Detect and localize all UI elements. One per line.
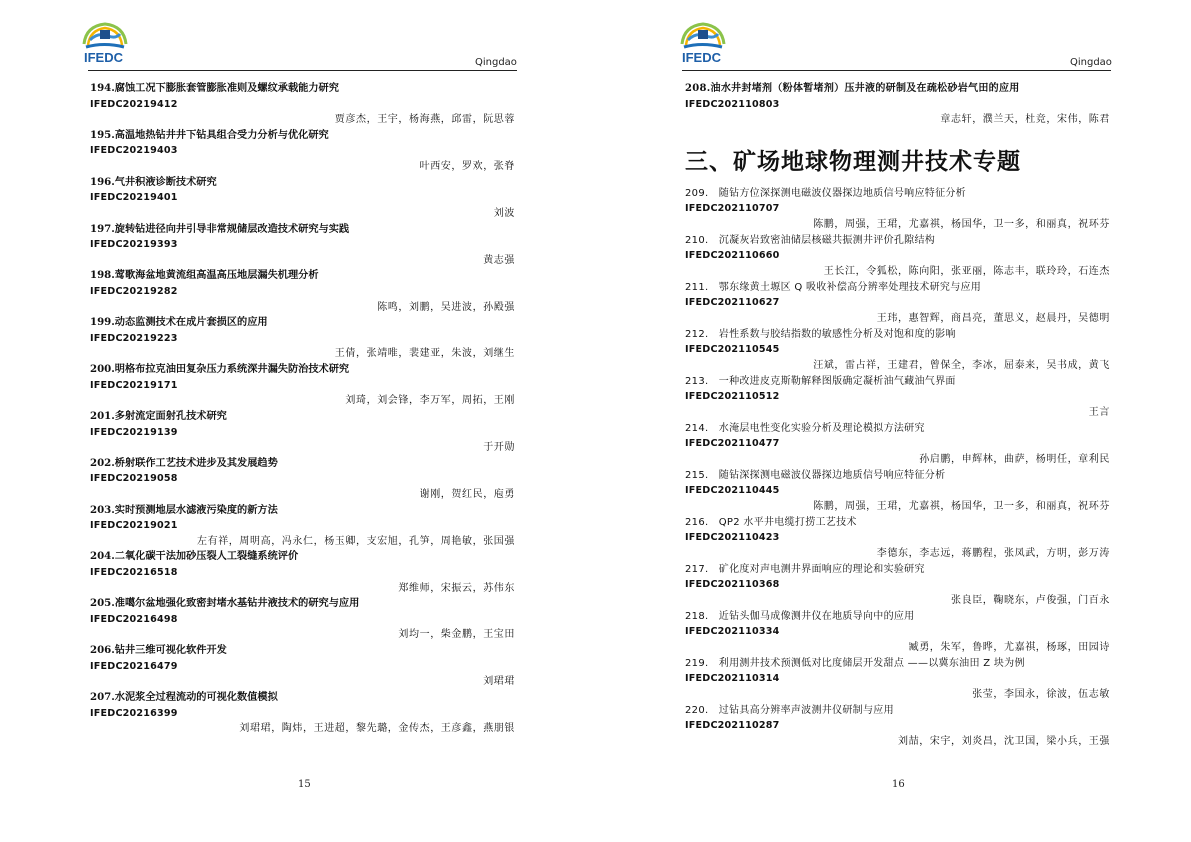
entry-title: 200.明格布拉克油田复杂压力系统深井漏失防治技术研究 xyxy=(90,363,350,376)
list-item xyxy=(685,468,1110,515)
entry-title: 218. 近钻头伽马成像测井仪在地质导向中的应用 xyxy=(685,610,915,622)
list-item xyxy=(90,315,515,362)
list-item xyxy=(90,222,515,269)
entry-code: IFEDC20219223 xyxy=(90,332,178,344)
entry-authors: 于开勋 xyxy=(483,442,515,454)
entry-code: IFEDC20216479 xyxy=(90,660,178,672)
entry-authors: 李德东，李志远，蒋鹏程，张凤武，方明，彭万涛 xyxy=(876,548,1110,560)
entry-code: IFEDC202110287 xyxy=(685,720,780,732)
entry-authors: 王言 xyxy=(1088,407,1110,419)
header-rule xyxy=(88,70,517,71)
entry-title: 210. 沉凝灰岩致密油储层核磁共振测井评价孔隙结构 xyxy=(685,234,936,246)
list-item xyxy=(90,268,515,315)
right-page xyxy=(596,0,1191,842)
entry-code: IFEDC202110368 xyxy=(685,579,780,591)
list-item xyxy=(685,703,1110,750)
entry-authors: 陈鹏，周强，王珺，尤嘉祺，杨国华，卫一多，和丽真，祝环芬 xyxy=(813,219,1110,231)
entry-authors: 刘波 xyxy=(493,207,515,219)
entry-authors: 郑维师，宋振云，苏伟东 xyxy=(398,582,515,594)
entry-title: 214. 水淹层电性变化实验分析及理论模拟方法研究 xyxy=(685,422,925,434)
entry-title: 197.旋转钻进径向井引导非常规储层改造技术研究与实践 xyxy=(90,222,350,235)
entry-title: 213. 一种改进皮克斯勒解释图版确定凝析油气藏油气界面 xyxy=(685,375,956,387)
list-item xyxy=(685,186,1110,233)
list-item xyxy=(90,409,515,456)
entry-code: IFEDC202110545 xyxy=(685,344,780,356)
entry-authors: 张莹，李国永，徐波，伍志敏 xyxy=(972,689,1110,701)
left-page xyxy=(0,0,595,842)
entry-code: IFEDC202110423 xyxy=(685,532,780,544)
entry-code: IFEDC202110627 xyxy=(685,297,780,309)
list-item xyxy=(90,690,515,737)
entry-title: 212. 岩性系数与胶结指数的敏感性分析及对饱和度的影响 xyxy=(685,328,956,340)
entry-title: 195.高温地热钻井井下钻具组合受力分析与优化研究 xyxy=(90,128,329,141)
entry-title: 219. 利用测井技术预测低对比度储层开发甜点 ——以冀东油田 Z 块为例 xyxy=(685,657,1025,669)
section-heading: 三、矿场地球物理测井技术专题 xyxy=(685,148,1021,175)
list-item xyxy=(90,549,515,596)
list-item xyxy=(685,562,1110,609)
list-item xyxy=(90,81,515,128)
entry-code: IFEDC20219401 xyxy=(90,192,178,204)
entry-authors: 黄志强 xyxy=(483,254,515,266)
list-item xyxy=(685,327,1110,374)
entry-code: IFEDC20219058 xyxy=(90,473,178,485)
page-number: 16 xyxy=(892,779,905,790)
entry-authors: 臧勇，朱军，鲁晔，尤嘉祺，杨琢，田园诗 xyxy=(908,642,1110,654)
entry-authors: 陈鹏，周强，王珺，尤嘉祺，杨国华，卫一多，和丽真，祝环芬 xyxy=(813,501,1110,513)
list-item xyxy=(90,175,515,222)
entry-authors: 左有祥，周明高，冯永仁，杨玉卿，支宏旭，孔笋，周艳敏，张国强 xyxy=(197,535,515,547)
entry-title: 203.实时预测地层水滤液污染度的新方法 xyxy=(90,503,278,516)
entry-list xyxy=(90,81,515,737)
logo-text: IFEDC xyxy=(682,50,721,65)
entry-code: IFEDC202110803 xyxy=(685,98,780,110)
entry-code: IFEDC20219139 xyxy=(90,426,178,438)
section-entry-list xyxy=(685,186,1110,750)
entry-authors: 汪斌，雷占祥，王建君，曾保全，李冰，屈泰来，吴书成，黄飞 xyxy=(813,360,1110,372)
entry-code: IFEDC202110512 xyxy=(685,391,780,403)
header-city: Qingdao xyxy=(475,57,517,68)
ifedc-logo xyxy=(76,18,134,66)
entry-authors: 贾彦杰，王宇，杨海燕，邱雷，阮思蓉 xyxy=(334,114,515,126)
list-item xyxy=(90,456,515,503)
entry-title: 199.动态监测技术在成片套损区的应用 xyxy=(90,316,268,329)
entry-authors: 刘喆，宋宇，刘炎昌，沈卫国，梁小兵，王强 xyxy=(898,736,1110,748)
list-item xyxy=(685,81,1110,128)
entry-title: 204.二氧化碳干法加砂压裂人工裂缝系统评价 xyxy=(90,550,299,563)
list-item xyxy=(685,656,1110,703)
entry-code: IFEDC202110477 xyxy=(685,438,780,450)
entry-authors: 孙启鹏，申辉林，曲萨，杨明任，章利民 xyxy=(919,454,1110,466)
list-item xyxy=(685,280,1110,327)
entry-authors: 刘琦，刘会锋，李万军，周拓，王刚 xyxy=(345,395,515,407)
list-item xyxy=(685,609,1110,656)
page-number: 15 xyxy=(298,779,311,790)
entry-code: IFEDC202110445 xyxy=(685,485,780,497)
entry-title: 202.桥射联作工艺技术进步及其发展趋势 xyxy=(90,456,278,469)
entry-authors: 王倩，张靖唯，裴建亚，朱波，刘继生 xyxy=(334,348,515,360)
list-item xyxy=(90,643,515,690)
entry-title: 205.准噶尔盆地强化致密封堵水基钻井液技术的研究与应用 xyxy=(90,597,360,610)
list-item xyxy=(685,374,1110,421)
entry-title: 207.水泥浆全过程流动的可视化数值模拟 xyxy=(90,690,278,703)
list-item xyxy=(90,128,515,175)
header-city: Qingdao xyxy=(1070,57,1112,68)
entry-title: 206.钻井三维可视化软件开发 xyxy=(90,644,227,657)
entry-code: IFEDC20219412 xyxy=(90,98,178,110)
entry-title: 194.腐蚀工况下膨胀套管膨胀准则及螺纹承载能力研究 xyxy=(90,82,339,94)
entry-title: 220. 过钻具高分辨率声波测井仪研制与应用 xyxy=(685,704,894,716)
entry-title: 201.多射流定面射孔技术研究 xyxy=(90,409,227,422)
entry-code: IFEDC20216518 xyxy=(90,567,178,579)
list-item xyxy=(90,362,515,409)
ifedc-logo xyxy=(674,18,732,66)
entry-code: IFEDC20219021 xyxy=(90,520,178,532)
entry-code: IFEDC20216498 xyxy=(90,613,178,625)
entry-list xyxy=(685,81,1110,750)
entry-title: 208.油水井封堵剂（粉体暂堵剂）压井液的研制及在疏松砂岩气田的应用 xyxy=(685,83,1020,94)
entry-authors: 王玮，惠智辉，商昌亮，董思义，赵晨丹，吴德明 xyxy=(876,313,1110,325)
list-item xyxy=(685,233,1110,280)
logo-text: IFEDC xyxy=(84,50,123,65)
entry-title: 209. 随钻方位深探测电磁波仪器探边地质信号响应特征分析 xyxy=(685,187,966,199)
entry-authors: 谢刚，贺红民，庖勇 xyxy=(419,488,515,500)
entry-code: IFEDC20219393 xyxy=(90,239,178,251)
entry-title: 196.气井积液诊断技术研究 xyxy=(90,175,217,188)
entry-title: 215. 随钻深探测电磁波仪器探边地质信号响应特征分析 xyxy=(685,469,946,481)
entry-title: 217. 矿化度对声电测井界面响应的理论和实验研究 xyxy=(685,563,925,575)
entry-authors: 陈鸣，刘鹏，吴进波，孙殿强 xyxy=(377,301,515,313)
entry-code: IFEDC202110314 xyxy=(685,673,780,685)
entry-authors: 张良臣，鞠晓东，卢俊强，门百永 xyxy=(951,595,1110,607)
entry-code: IFEDC202110334 xyxy=(685,626,780,638)
entry-code: IFEDC202110707 xyxy=(685,203,780,215)
list-item xyxy=(90,596,515,643)
entry-title: 216. QP2 水平井电缆打捞工艺技术 xyxy=(685,516,857,528)
list-item xyxy=(685,515,1110,562)
entry-title: 211. 鄂东缘黄土塬区 Q 吸收补偿高分辨率处理技术研究与应用 xyxy=(685,281,982,293)
list-item xyxy=(685,421,1110,468)
entry-authors: 刘珺珺，陶炜，王进超，黎先璐，金传杰，王彦鑫，燕朋银 xyxy=(239,723,515,735)
entry-code: IFEDC20216399 xyxy=(90,707,178,719)
entry-authors: 章志轩，濮兰天，杜竞，宋伟，陈君 xyxy=(940,114,1110,126)
entry-code: IFEDC20219403 xyxy=(90,145,178,157)
entry-code: IFEDC20219282 xyxy=(90,285,178,297)
entry-authors: 刘均一，柴金鹏，王宝田 xyxy=(398,629,515,641)
entry-title: 198.莺歌海盆地黄流组高温高压地层漏失机理分析 xyxy=(90,269,319,282)
entry-code: IFEDC20219171 xyxy=(90,379,178,391)
entry-authors: 王长江，令狐松，陈向阳，张亚丽，陈志丰，联玲玲，石连杰 xyxy=(823,266,1110,278)
list-item xyxy=(90,503,515,550)
entry-authors: 叶西安，罗欢，张脊 xyxy=(419,161,515,173)
entry-code: IFEDC202110660 xyxy=(685,250,780,262)
header-rule xyxy=(682,70,1111,71)
entry-authors: 刘珺珺 xyxy=(483,676,515,688)
